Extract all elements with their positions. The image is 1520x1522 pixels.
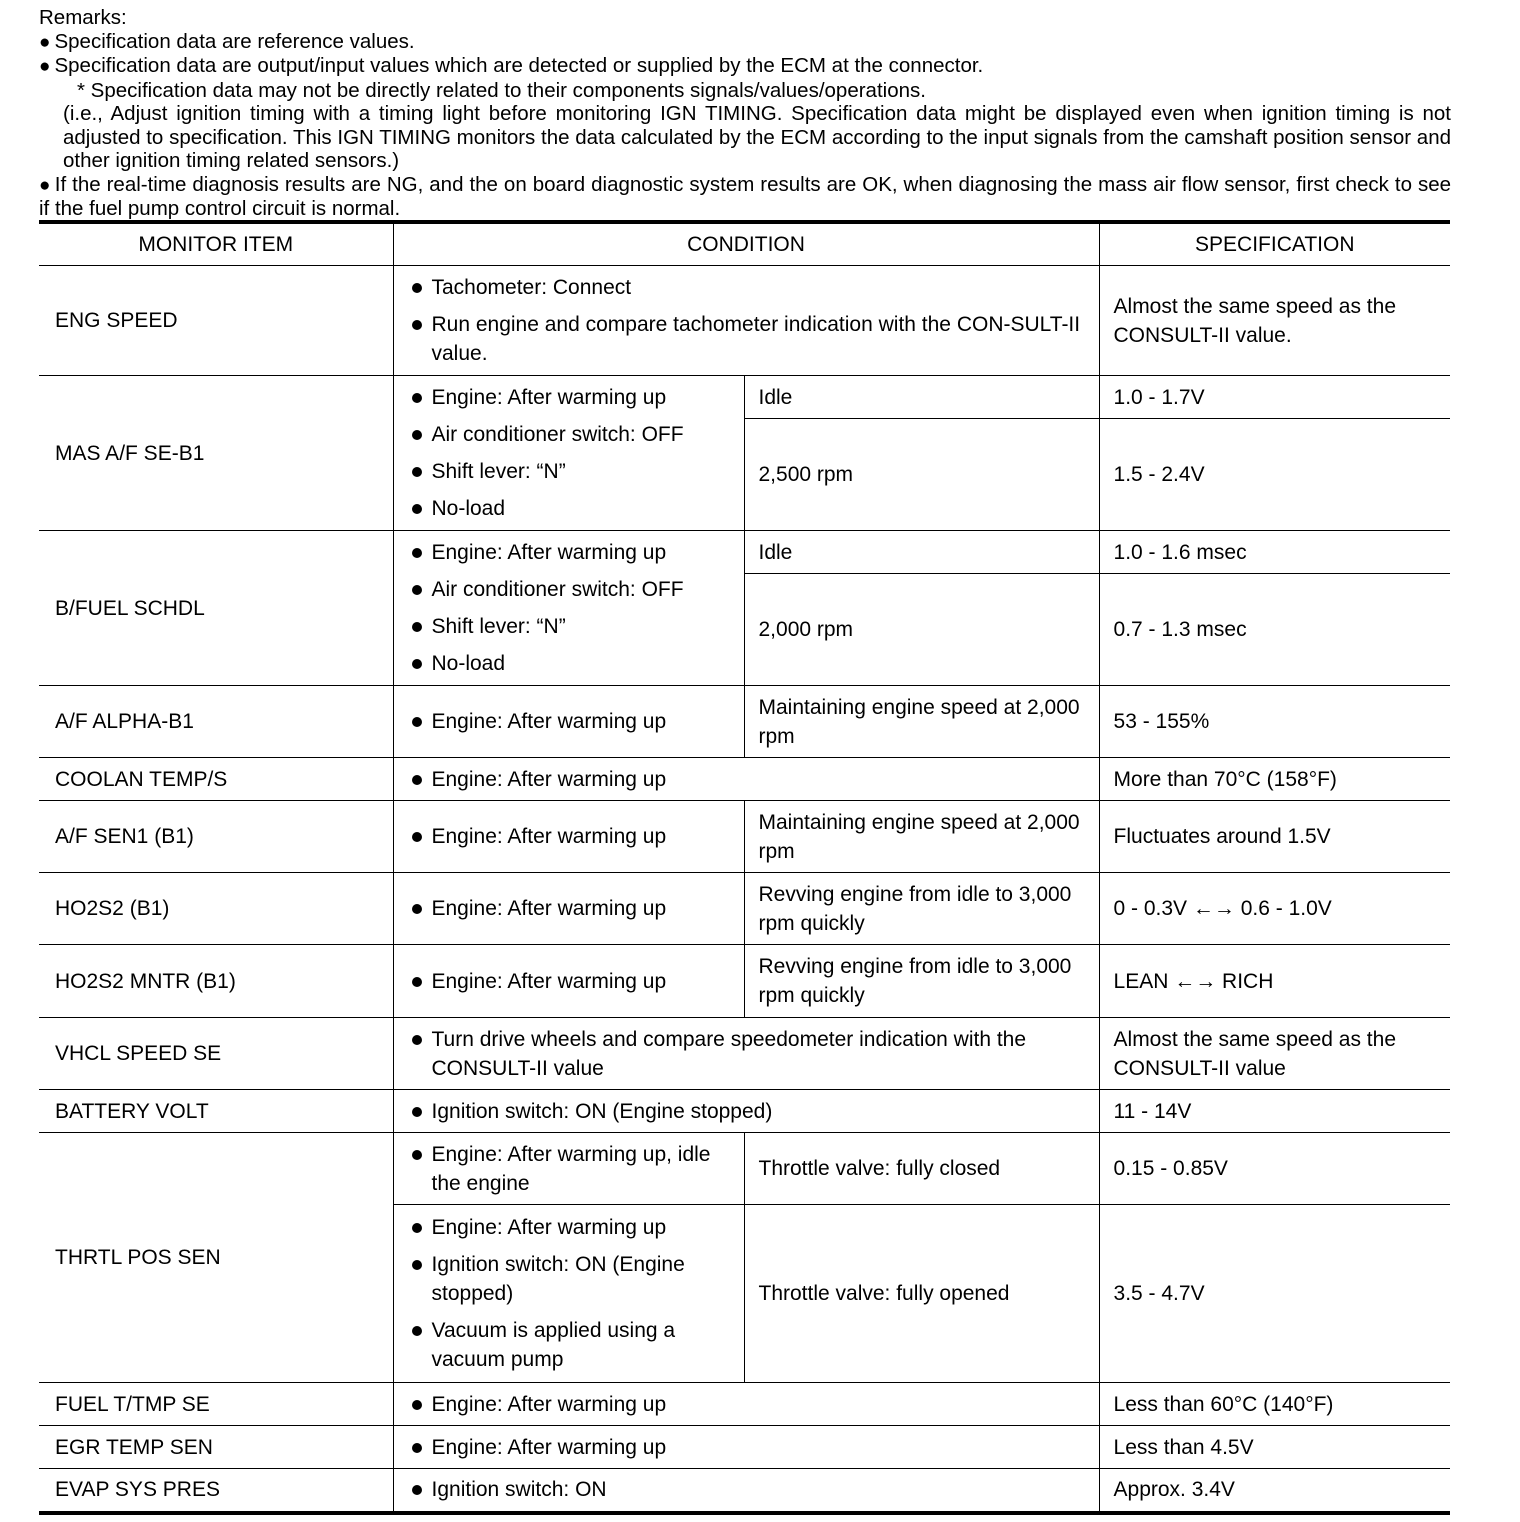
specification: 1.0 - 1.7V bbox=[1099, 376, 1450, 419]
table-row bbox=[39, 1469, 1450, 1513]
condition-cell bbox=[393, 1090, 1099, 1133]
sub-condition: Maintaining engine speed at 2,000 rpm bbox=[744, 686, 1099, 758]
condition-item: Run engine and compare tachometer indication with the CON-SULT-II value. bbox=[408, 310, 1085, 368]
condition-cell bbox=[393, 1018, 1099, 1090]
condition-item: Shift lever: “N” bbox=[408, 612, 730, 641]
condition-item: Vacuum is applied using a vacuum pump bbox=[408, 1316, 730, 1374]
condition-item: Air conditioner switch: OFF bbox=[408, 420, 730, 449]
sub-condition: 2,000 rpm bbox=[744, 574, 1099, 686]
specification: 1.0 - 1.6 msec bbox=[1099, 531, 1450, 574]
remarks-section bbox=[39, 6, 1451, 221]
condition-item: Engine: After warming up bbox=[408, 967, 730, 996]
bullet-icon: ● bbox=[39, 31, 51, 53]
condition-item: Shift lever: “N” bbox=[408, 457, 730, 486]
table-row bbox=[39, 1383, 1450, 1426]
condition-item: Turn drive wheels and compare speedometer indication with the CONSULT-II value bbox=[408, 1025, 1085, 1083]
monitor-item: BATTERY VOLT bbox=[39, 1090, 393, 1133]
table-row bbox=[39, 945, 1450, 1018]
specification: Less than 4.5V bbox=[1099, 1426, 1450, 1469]
remark-5: ● If the real-time diagnosis results are NG, and the on board diagnostic system results are OK, when diagnosing the mass air flow sensor, first check to see if the fuel pump control circuit is normal. bbox=[39, 172, 1451, 220]
condition-item: Engine: After warming up bbox=[408, 894, 730, 923]
condition-item: No-load bbox=[408, 494, 730, 523]
header-specification: SPECIFICATION bbox=[1099, 222, 1450, 266]
table-row bbox=[39, 801, 1450, 873]
remark-1: ● Specification data are reference values. bbox=[39, 29, 415, 53]
table-row bbox=[39, 873, 1450, 945]
remark-4: (i.e., Adjust ignition timing with a timing light before monitoring IGN TIMING. Specification data might be displayed even when ignition timing is not adjusted to specification. This IGN TIMING monitors the data calculated by the ECM according to the input signals from the camshaft position sensor and other ignition timing related sensors.) bbox=[63, 102, 1451, 172]
monitor-item: ENG SPEED bbox=[39, 266, 393, 376]
condition-cell bbox=[393, 1205, 744, 1383]
sub-condition: 2,500 rpm bbox=[744, 419, 1099, 531]
specification: 1.5 - 2.4V bbox=[1099, 419, 1450, 531]
sub-condition: Revving engine from idle to 3,000 rpm quickly bbox=[744, 945, 1099, 1018]
condition-cell bbox=[393, 1469, 1099, 1513]
sub-condition: Maintaining engine speed at 2,000 rpm bbox=[744, 801, 1099, 873]
condition-item: Engine: After warming up, idle the engine bbox=[408, 1140, 730, 1198]
condition-cell bbox=[393, 801, 744, 873]
remark-3: * Specification data may not be directly related to their components signals/values/operations. bbox=[77, 78, 926, 102]
condition-item: Engine: After warming up bbox=[408, 1390, 1085, 1419]
condition-item: Engine: After warming up bbox=[408, 538, 730, 567]
condition-item: Ignition switch: ON (Engine stopped) bbox=[408, 1250, 730, 1308]
condition-cell bbox=[393, 945, 744, 1018]
specification: 53 - 155% bbox=[1099, 686, 1450, 758]
specification: More than 70°C (158°F) bbox=[1099, 758, 1450, 801]
condition-item: Air conditioner switch: OFF bbox=[408, 575, 730, 604]
condition-cell bbox=[393, 686, 744, 758]
specification: 0 - 0.3V ←→ 0.6 - 1.0V bbox=[1099, 873, 1450, 945]
condition-item: Tachometer: Connect bbox=[408, 273, 1085, 302]
table-row bbox=[39, 531, 1450, 574]
remark-2: ● Specification data are output/input values which are detected or supplied by the ECM at the connector. bbox=[39, 54, 984, 77]
specification: Almost the same speed as the CONSULT-II value. bbox=[1099, 266, 1450, 376]
sub-condition: Idle bbox=[744, 376, 1099, 419]
specification: Less than 60°C (140°F) bbox=[1099, 1383, 1450, 1426]
monitor-item: MAS A/F SE-B1 bbox=[39, 376, 393, 531]
specification: 3.5 - 4.7V bbox=[1099, 1205, 1450, 1383]
condition-item: Engine: After warming up bbox=[408, 765, 1085, 794]
table-row bbox=[39, 686, 1450, 758]
monitor-item: FUEL T/TMP SE bbox=[39, 1383, 393, 1426]
monitor-item: EVAP SYS PRES bbox=[39, 1469, 393, 1513]
monitor-item: THRTL POS SEN bbox=[39, 1133, 393, 1383]
condition-cell bbox=[393, 376, 744, 531]
table-row bbox=[39, 758, 1450, 801]
condition-cell bbox=[393, 873, 744, 945]
bullet-icon: ● bbox=[39, 174, 51, 196]
condition-cell bbox=[393, 1426, 1099, 1469]
sub-condition: Revving engine from idle to 3,000 rpm quickly bbox=[744, 873, 1099, 945]
condition-cell bbox=[393, 758, 1099, 801]
header-monitor-item: MONITOR ITEM bbox=[39, 222, 393, 266]
condition-cell bbox=[393, 531, 744, 686]
monitor-item: A/F ALPHA-B1 bbox=[39, 686, 393, 758]
monitor-item: EGR TEMP SEN bbox=[39, 1426, 393, 1469]
sub-condition: Throttle valve: fully closed bbox=[744, 1133, 1099, 1205]
sub-condition: Throttle valve: fully opened bbox=[744, 1205, 1099, 1383]
monitor-spec-table bbox=[39, 220, 1450, 1515]
table-row bbox=[39, 1018, 1450, 1090]
condition-cell bbox=[393, 1133, 744, 1205]
specification: 11 - 14V bbox=[1099, 1090, 1450, 1133]
condition-item: No-load bbox=[408, 649, 730, 678]
condition-item: Engine: After warming up bbox=[408, 707, 730, 736]
table-row bbox=[39, 376, 1450, 419]
remarks-heading: Remarks: bbox=[39, 6, 127, 29]
table-row bbox=[39, 266, 1450, 376]
condition-item: Ignition switch: ON bbox=[408, 1475, 1085, 1504]
condition-item: Engine: After warming up bbox=[408, 383, 730, 412]
condition-item: Engine: After warming up bbox=[408, 822, 730, 851]
monitor-item: HO2S2 (B1) bbox=[39, 873, 393, 945]
condition-cell bbox=[393, 266, 1099, 376]
monitor-item: B/FUEL SCHDL bbox=[39, 531, 393, 686]
monitor-item: HO2S2 MNTR (B1) bbox=[39, 945, 393, 1018]
table-header-row bbox=[39, 222, 1450, 266]
condition-item: Engine: After warming up bbox=[408, 1433, 1085, 1462]
monitor-item: A/F SEN1 (B1) bbox=[39, 801, 393, 873]
table-row bbox=[39, 1426, 1450, 1469]
specification: 0.7 - 1.3 msec bbox=[1099, 574, 1450, 686]
specification: LEAN ←→ RICH bbox=[1099, 945, 1450, 1018]
condition-item: Ignition switch: ON (Engine stopped) bbox=[408, 1097, 1085, 1126]
sub-condition: Idle bbox=[744, 531, 1099, 574]
monitor-item: COOLAN TEMP/S bbox=[39, 758, 393, 801]
condition-cell bbox=[393, 1383, 1099, 1426]
table-row bbox=[39, 1133, 1450, 1205]
header-condition: CONDITION bbox=[393, 222, 1099, 266]
specification: Fluctuates around 1.5V bbox=[1099, 801, 1450, 873]
monitor-item: VHCL SPEED SE bbox=[39, 1018, 393, 1090]
bullet-icon: ● bbox=[39, 56, 51, 77]
condition-item: Engine: After warming up bbox=[408, 1213, 730, 1242]
specification: Almost the same speed as the CONSULT-II value bbox=[1099, 1018, 1450, 1090]
specification: Approx. 3.4V bbox=[1099, 1469, 1450, 1513]
table-row bbox=[39, 1090, 1450, 1133]
specification: 0.15 - 0.85V bbox=[1099, 1133, 1450, 1205]
